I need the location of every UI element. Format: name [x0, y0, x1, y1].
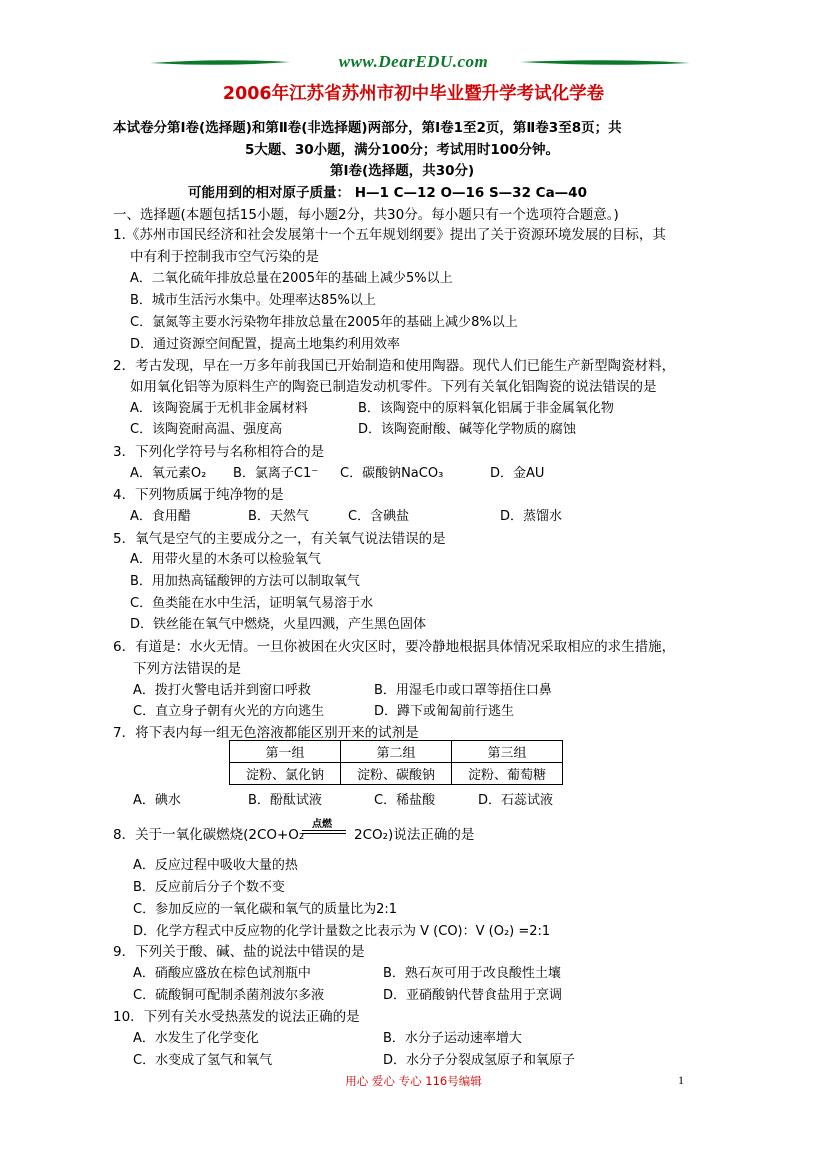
question-stem: 如用氧化铝等为原料生产的陶瓷已制造发动机零件。下列有关氧化铝陶瓷的说法错误的是: [130, 379, 657, 395]
option: C．直立身子朝有火光的方向逃生: [133, 704, 325, 719]
option: B．水分子运动速率增大: [383, 1031, 522, 1046]
table-header: 第一组: [230, 741, 341, 763]
option: C．硫酸铜可配制杀菌剂波尔多液: [133, 988, 325, 1003]
reagent-table: [229, 740, 563, 785]
question-stem: 中有利于控制我市空气污染的是: [130, 249, 319, 265]
option: A．水发生了化学变化: [133, 1031, 259, 1046]
option: A．食用醋: [130, 509, 191, 524]
option: A．反应过程中吸收大量的热: [133, 858, 298, 873]
option: B．城市生活污水集中。处理率达85%以上: [130, 293, 376, 308]
option: C．鱼类能在水中生活，证明氧气易溶于水: [130, 596, 374, 611]
table-cell: 淀粉、氯化钠: [230, 763, 341, 785]
question-stem: 2．考古发现，早在一万多年前我国已开始制造和使用陶器。现代人们已能生产新型陶瓷材料，: [113, 358, 676, 374]
reaction-arrow-icon: [302, 829, 346, 835]
option: A．拨打火警电话并到窗口呼救: [133, 683, 311, 698]
option: D．蒸馏水: [500, 509, 563, 524]
option: C．水变成了氢气和氧气: [133, 1053, 273, 1068]
page-title: 2006年江苏省苏州市初中毕业暨升学考试化学卷: [222, 84, 605, 104]
option: D．金AU: [490, 466, 545, 481]
site-header[interactable]: www.DearEDU.com: [338, 52, 489, 71]
option: D．通过资源空间配置，提高土地集约利用效率: [130, 337, 401, 352]
option: C．参加反应的一氧化碳和氧气的质量比为2:1: [133, 902, 397, 917]
question-stem: 10．下列有关水受热蒸发的说法正确的是: [113, 1009, 360, 1025]
option: D．铁丝能在氧气中燃烧，火星四溅，产生黑色固体: [130, 617, 427, 632]
option: D．水分子分裂成氢原子和氧原子: [383, 1053, 576, 1068]
table-cell: 淀粉、碳酸钠: [341, 763, 452, 785]
question-stem: 4．下列物质属于纯净物的是: [113, 487, 284, 503]
option: B．该陶瓷中的原料氧化铝属于非金属氧化物: [358, 401, 614, 416]
option: B．反应前后分子个数不变: [133, 880, 285, 895]
section-heading: 一、选择题(本题包括15小题，每小题2分，共30分。每小题只有一个选项符合题意。): [113, 207, 619, 223]
question-stem: 6．有道是：水火无情。一旦你被困在火灾区时，要冷静地根据具体情况采取相应的求生措施，: [113, 639, 676, 655]
table-header: 第三组: [452, 741, 563, 763]
reaction-condition: 点燃: [312, 819, 332, 830]
option: A．氧元素O₂: [130, 466, 207, 481]
question-stem: 2CO₂)说法正确的是: [354, 827, 475, 843]
option: B．天然气: [248, 509, 309, 524]
option: B．熟石灰可用于改良酸性土壤: [383, 966, 561, 981]
option: D．蹲下或匍匐前行逃生: [374, 704, 515, 719]
page-footer: 用心 爱心 专心 116号编辑: [345, 1074, 482, 1088]
table-header: 第二组: [341, 741, 452, 763]
option: B．酚酞试液: [248, 793, 322, 808]
atomic-masses: 可能用到的相对原子质量： H—1 C—12 O—16 S—32 Ca—40: [188, 185, 587, 201]
question-stem: 1.《苏州市国民经济和社会发展第十一个五年规划纲要》提出了关于资源环境发展的目标，其: [113, 227, 666, 243]
option: A．该陶瓷属于无机非金属材料: [130, 401, 308, 416]
question-stem: 7．将下表内每一组无色溶液都能区别开来的试剂是: [113, 725, 419, 741]
part-title: 第Ⅰ卷(选择题，共30分): [330, 163, 475, 179]
option: A．用带火星的木条可以检验氧气: [130, 552, 321, 567]
option: C．氯氮等主要水污染物年排放总量在2005年的基础上减少8%以上: [130, 315, 518, 330]
option: C．该陶瓷耐高温、强度高: [130, 422, 283, 437]
option: A．二氧化硫年排放总量在2005年的基础上减少5%以上: [130, 271, 453, 286]
option: B．氯离子C1⁻: [233, 466, 319, 481]
option: A．硝酸应盛放在棕色试剂瓶中: [133, 966, 311, 981]
question-stem: 下列方法错误的是: [133, 661, 241, 677]
table-cell: 淀粉、葡萄糖: [452, 763, 563, 785]
option: B．用湿毛巾或口罩等捂住口鼻: [374, 683, 552, 698]
question-stem: 5．氧气是空气的主要成分之一，有关氧气说法错误的是: [113, 531, 446, 547]
option: D．亚硝酸钠代替食盐用于烹调: [383, 988, 563, 1003]
question-stem: 3．下列化学符号与名称相符合的是: [113, 444, 325, 460]
question-stem: 8．关于一氧化碳燃烧(2CO+O₂: [113, 827, 305, 843]
option: C．含碘盐: [348, 509, 410, 524]
option: A．碘水: [133, 793, 181, 808]
option: D．化学方程式中反应物的化学计量数之比表示为 V (CO)：V (O₂) =2:1: [133, 924, 551, 939]
option: B．用加热高锰酸钾的方法可以制取氧气: [130, 574, 360, 589]
question-stem: 9．下列关于酸、碱、盐的说法中错误的是: [113, 944, 365, 960]
intro-line-1: 本试卷分第Ⅰ卷(选择题)和第Ⅱ卷(非选择题)两部分，第Ⅰ卷1至2页，第Ⅱ卷3至8页；共: [113, 120, 622, 136]
option: D．石蕊试液: [478, 793, 554, 808]
option: C．稀盐酸: [374, 793, 436, 808]
page-number: 1: [678, 1073, 684, 1087]
option: D．该陶瓷耐酸、碱等化学物质的腐蚀: [358, 422, 577, 437]
option: C．碳酸钠NaCO₃: [340, 466, 444, 481]
intro-line-2: 5大题、30小题，满分100分；考试用时100分钟。: [245, 142, 560, 158]
